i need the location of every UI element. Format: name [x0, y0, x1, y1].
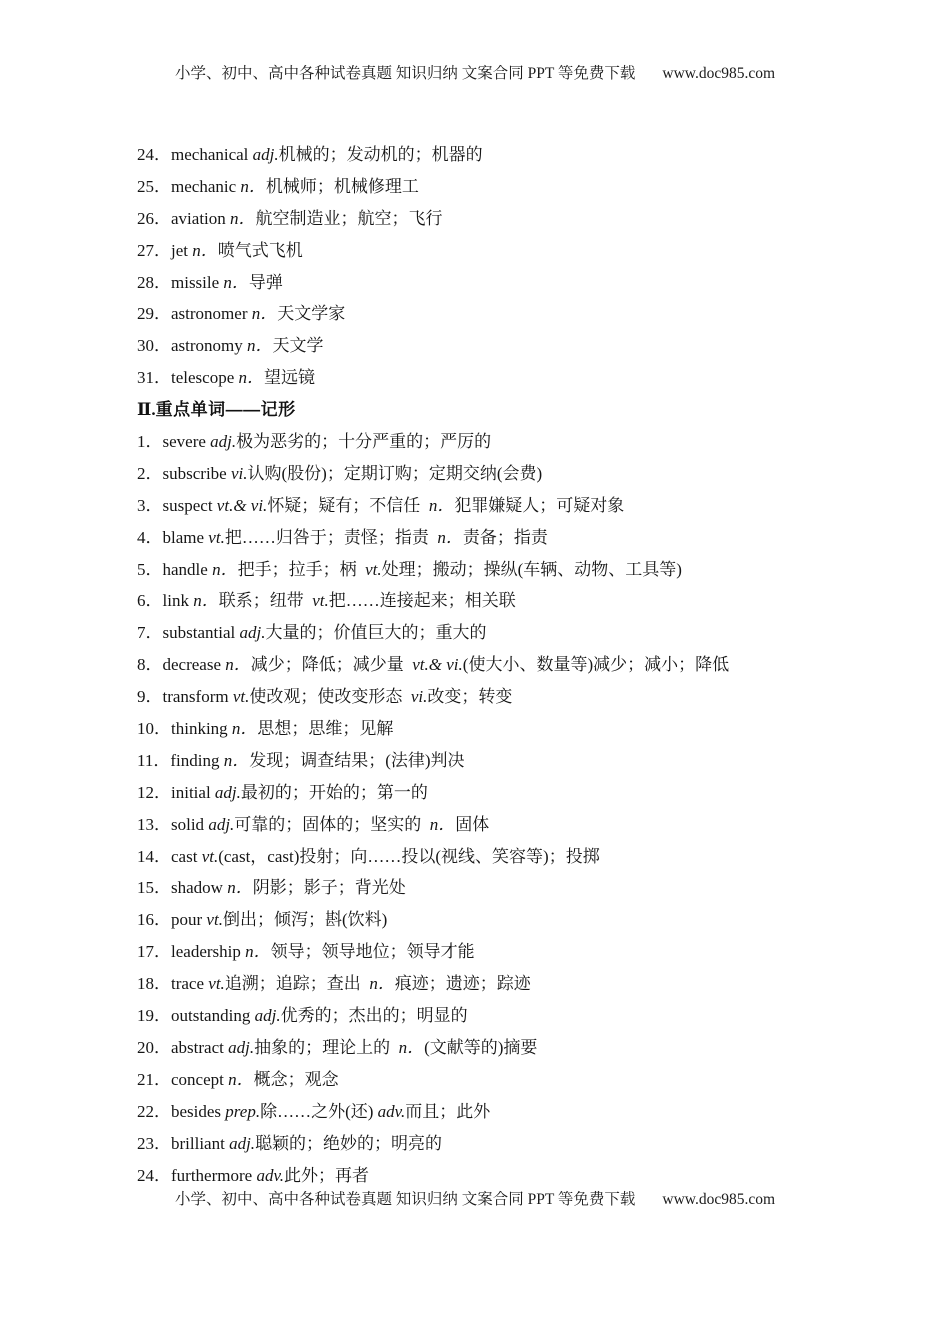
- chinese-gloss: 发现；调查结果；(法律)判决: [249, 750, 465, 770]
- chinese-gloss: 把手；拉手；柄: [237, 559, 366, 579]
- english-word: solid: [171, 814, 209, 834]
- part-of-speech: n．: [247, 336, 273, 356]
- chinese-gloss: 处理；搬动；操纵(车辆、动物、工具等): [381, 559, 682, 579]
- part-of-speech: vi.: [230, 463, 248, 483]
- item-number: 1．: [137, 432, 163, 452]
- item-number: 17．: [137, 942, 171, 962]
- item-number: 22．: [137, 1101, 171, 1121]
- part-of-speech: vt.: [232, 687, 250, 707]
- page-header: [0, 62, 950, 86]
- chinese-gloss: 怀疑；疑有；不信任: [267, 495, 429, 515]
- part-of-speech: n．: [193, 591, 219, 611]
- chinese-gloss: 责备；指责: [462, 527, 548, 547]
- item-number: 23．: [137, 1133, 171, 1153]
- chinese-gloss: 思想；思维；见解: [257, 719, 394, 739]
- english-word: pour: [171, 910, 207, 930]
- chinese-gloss: 优秀的；杰出的；明显的: [280, 1006, 468, 1026]
- chinese-gloss: 概念；观念: [253, 1069, 339, 1089]
- part-of-speech: n．: [429, 814, 456, 834]
- vocab-item: [137, 1160, 837, 1192]
- english-word: blame: [162, 527, 209, 547]
- chinese-gloss: 航空制造业；航空；飞行: [255, 208, 443, 228]
- english-word: suspect: [162, 495, 217, 515]
- item-number: 21．: [137, 1069, 171, 1089]
- vocab-item: [137, 681, 837, 713]
- english-word: finding: [170, 750, 224, 770]
- chinese-gloss: 机械师；机械修理工: [265, 176, 419, 196]
- part-of-speech: n．: [227, 878, 253, 898]
- english-word: mechanic: [171, 176, 241, 196]
- english-word: severe: [162, 432, 211, 452]
- chinese-gloss: 此外；再者: [283, 1165, 369, 1185]
- english-word: furthermore: [171, 1165, 257, 1185]
- part-of-speech: adv.: [377, 1101, 406, 1121]
- part-of-speech: vt.: [312, 591, 329, 611]
- vocab-item: [137, 745, 837, 777]
- item-number: 24．: [137, 145, 171, 164]
- chinese-gloss: 倒出；倾泻；斟(饮料): [222, 910, 388, 930]
- vocab-item: [137, 968, 837, 1000]
- vocab-item: [137, 171, 837, 203]
- document-body: [137, 139, 837, 1191]
- vocab-item: [137, 554, 837, 586]
- vocab-item: [137, 713, 837, 745]
- vocab-list-section1: [137, 139, 837, 394]
- part-of-speech: prep.: [225, 1101, 261, 1121]
- chinese-gloss: 而且；此外: [405, 1101, 491, 1121]
- part-of-speech: vi.: [410, 687, 428, 707]
- vocab-item: [137, 809, 837, 841]
- vocab-item: [137, 1128, 837, 1160]
- part-of-speech: n．: [223, 272, 249, 292]
- english-word: jet: [171, 240, 193, 260]
- vocab-item: [137, 841, 837, 873]
- part-of-speech: adj.: [252, 145, 279, 164]
- item-number: 3．: [137, 495, 163, 515]
- vocab-list-section2: [137, 426, 837, 1191]
- vocab-item: [137, 777, 837, 809]
- part-of-speech: adj.: [214, 782, 241, 802]
- english-word: astronomy: [171, 336, 248, 356]
- chinese-gloss: 犯罪嫌疑人；可疑对象: [454, 495, 625, 515]
- item-number: 18．: [137, 974, 171, 994]
- part-of-speech: n．: [437, 527, 463, 547]
- chinese-gloss: 痕迹；遗迹；踪迹: [394, 974, 531, 994]
- part-of-speech: vt.& vi.: [412, 655, 463, 675]
- vocab-item: [137, 649, 837, 681]
- chinese-gloss: (cast，cast)投射；向……投以(视线、笑容等)；投掷: [218, 846, 600, 866]
- chinese-gloss: 领导；领导地位；领导才能: [270, 942, 475, 962]
- header-site-url: www.doc985.com: [662, 65, 776, 82]
- part-of-speech: adj.: [208, 814, 235, 834]
- part-of-speech: vt.: [208, 974, 225, 994]
- chinese-gloss: 除……之外(还): [260, 1101, 378, 1121]
- chinese-gloss: 固体: [455, 814, 490, 834]
- part-of-speech: n．: [240, 176, 266, 196]
- item-number: 4．: [137, 527, 163, 547]
- vocab-item: [137, 139, 837, 171]
- part-of-speech: n．: [369, 974, 395, 994]
- english-word: handle: [162, 559, 213, 579]
- english-word: aviation: [171, 208, 231, 228]
- chinese-gloss: 机械的；发动机的；机器的: [278, 145, 483, 164]
- vocab-item: [137, 298, 837, 330]
- part-of-speech: n．: [225, 655, 251, 675]
- part-of-speech: n．: [251, 304, 278, 324]
- part-of-speech: vt.& vi.: [216, 495, 268, 515]
- part-of-speech: adj.: [229, 1133, 256, 1153]
- vocab-item: [137, 872, 837, 904]
- english-word: link: [162, 591, 194, 611]
- chinese-gloss: (文献等的)摘要: [424, 1037, 538, 1057]
- part-of-speech: vt.: [208, 527, 225, 547]
- vocab-item: [137, 330, 837, 362]
- vocab-item: [137, 203, 837, 235]
- item-number: 10．: [137, 719, 171, 739]
- english-word: transform: [162, 687, 233, 707]
- vocab-item: [137, 1000, 837, 1032]
- chinese-gloss: 聪颖的；绝妙的；明亮的: [255, 1133, 443, 1153]
- vocab-item: [137, 235, 837, 267]
- item-number: 13．: [137, 814, 171, 834]
- item-number: 26．: [137, 208, 171, 228]
- part-of-speech: vt.: [206, 910, 223, 930]
- vocab-item: [137, 267, 837, 299]
- chinese-gloss: 天文学家: [277, 304, 346, 324]
- chinese-gloss: 望远镜: [264, 368, 315, 388]
- item-number: 11．: [137, 750, 171, 770]
- chinese-gloss: 使改观；使改变形态: [249, 687, 411, 707]
- chinese-gloss: 喷气式飞机: [217, 240, 303, 260]
- chinese-gloss: (使大小、数量等)减少；减小；降低: [462, 655, 730, 675]
- chinese-gloss: 抽象的；理论上的: [254, 1037, 399, 1057]
- chinese-gloss: 把……归咎于；责怪；指责: [224, 527, 438, 547]
- english-word: subscribe: [162, 463, 231, 483]
- chinese-gloss: 导弹: [248, 272, 283, 292]
- vocab-item: [137, 426, 837, 458]
- item-number: 16．: [137, 910, 171, 930]
- vocab-item: [137, 1032, 837, 1064]
- section-numeral: Ⅱ.: [137, 400, 156, 420]
- english-word: mechanical: [171, 145, 253, 164]
- footer-site-url: www.doc985.com: [662, 1191, 776, 1208]
- part-of-speech: n．: [192, 240, 218, 260]
- item-number: 9．: [137, 687, 163, 707]
- vocab-item: [137, 904, 837, 936]
- footer-tagline: 小学、初中、高中各种试卷真题 知识归纳 文案合同 PPT 等免费下载: [174, 1191, 636, 1208]
- english-word: substantial: [162, 623, 240, 643]
- item-number: 5．: [137, 559, 163, 579]
- vocab-item: [137, 1096, 837, 1128]
- chinese-gloss: 最初的；开始的；第一的: [240, 782, 428, 802]
- chinese-gloss: 改变；转变: [427, 687, 513, 707]
- item-number: 27．: [137, 240, 171, 260]
- part-of-speech: vt.: [201, 846, 219, 866]
- part-of-speech: adj.: [228, 1037, 255, 1057]
- item-number: 19．: [137, 1006, 171, 1026]
- english-word: concept: [171, 1069, 229, 1089]
- page-footer: [0, 1188, 950, 1212]
- item-number: 25．: [137, 176, 171, 196]
- part-of-speech: n．: [231, 719, 258, 739]
- item-number: 15．: [137, 878, 171, 898]
- item-number: 24．: [137, 1165, 171, 1185]
- item-number: 29．: [137, 304, 171, 324]
- chinese-gloss: 阴影；影子；背光处: [252, 878, 406, 898]
- english-word: leadership: [171, 942, 246, 962]
- part-of-speech: n．: [228, 1069, 254, 1089]
- chinese-gloss: 大量的；价值巨大的；重大的: [265, 623, 487, 643]
- chinese-gloss: 联系；纽带: [218, 591, 313, 611]
- english-word: outstanding: [171, 1006, 255, 1026]
- vocab-item: [137, 617, 837, 649]
- item-number: 2．: [137, 463, 163, 483]
- vocab-item: [137, 458, 837, 490]
- english-word: thinking: [171, 719, 232, 739]
- english-word: decrease: [162, 655, 226, 675]
- part-of-speech: adj.: [210, 432, 237, 452]
- header-tagline: 小学、初中、高中各种试卷真题 知识归纳 文案合同 PPT 等免费下载: [174, 65, 636, 82]
- part-of-speech: adj.: [239, 623, 266, 643]
- chinese-gloss: 极为恶劣的；十分严重的；严厉的: [236, 432, 492, 452]
- item-number: 20．: [137, 1037, 171, 1057]
- item-number: 12．: [137, 782, 171, 802]
- english-word: brilliant: [171, 1133, 230, 1153]
- part-of-speech: n．: [223, 750, 250, 770]
- part-of-speech: n．: [398, 1037, 425, 1057]
- item-number: 31．: [137, 368, 171, 388]
- section-title: 重点单词——记形: [155, 400, 296, 420]
- english-word: astronomer: [171, 304, 252, 324]
- vocab-item: [137, 490, 837, 522]
- part-of-speech: adv.: [256, 1165, 284, 1185]
- vocab-item: [137, 1064, 837, 1096]
- english-word: besides: [171, 1101, 226, 1121]
- english-word: cast: [171, 846, 202, 866]
- part-of-speech: vt.: [365, 559, 382, 579]
- section-heading: [137, 394, 837, 426]
- part-of-speech: adj.: [254, 1006, 281, 1026]
- part-of-speech: n．: [212, 559, 238, 579]
- english-word: missile: [171, 272, 224, 292]
- english-word: shadow: [171, 878, 228, 898]
- english-word: trace: [171, 974, 209, 994]
- part-of-speech: n．: [230, 208, 256, 228]
- chinese-gloss: 减少；降低；减少量: [250, 655, 413, 675]
- english-word: telescope: [171, 368, 239, 388]
- item-number: 14．: [137, 846, 171, 866]
- vocab-item: [137, 362, 837, 394]
- chinese-gloss: 天文学: [272, 336, 324, 356]
- item-number: 6．: [137, 591, 163, 611]
- english-word: abstract: [171, 1037, 229, 1057]
- item-number: 7．: [137, 623, 163, 643]
- chinese-gloss: 可靠的；固体的；坚实的: [234, 814, 430, 834]
- part-of-speech: n．: [428, 495, 455, 515]
- chinese-gloss: 追溯；追踪；查出: [224, 974, 370, 994]
- english-word: initial: [171, 782, 215, 802]
- item-number: 8．: [137, 655, 163, 675]
- item-number: 30．: [137, 336, 171, 356]
- vocab-item: [137, 522, 837, 554]
- vocab-item: [137, 585, 837, 617]
- item-number: 28．: [137, 272, 171, 292]
- part-of-speech: n．: [238, 368, 264, 388]
- chinese-gloss: 把……连接起来；相关联: [328, 591, 516, 611]
- vocab-item: [137, 936, 837, 968]
- part-of-speech: n．: [245, 942, 271, 962]
- chinese-gloss: 认购(股份)；定期订购；定期交纳(会费): [247, 463, 543, 483]
